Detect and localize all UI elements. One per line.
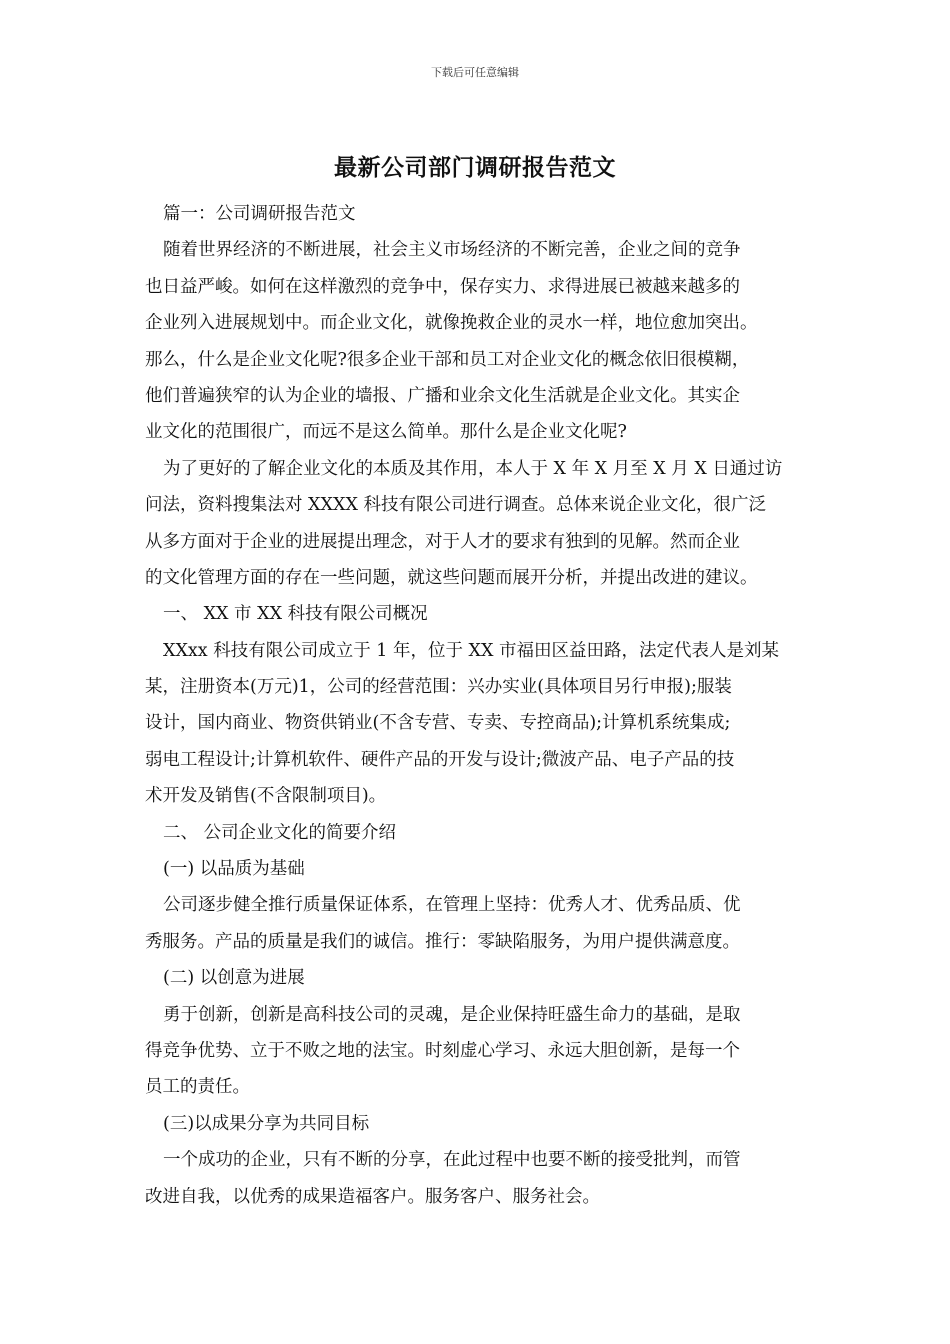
- body-line: 秀服务。产品的质量是我们的诚信。推行：零缺陷服务，为用户提供满意度。: [145, 931, 740, 952]
- body-line: 业文化的范围很广，而远不是这么简单。那什么是企业文化呢?: [145, 422, 627, 443]
- body-line: (三)以成果分享为共同目标: [163, 1113, 370, 1134]
- body-line: 得竞争优势、立于不败之地的法宝。时刻虚心学习、永远大胆创新，是每一个: [145, 1040, 740, 1061]
- body-line: 勇于创新，创新是高科技公司的灵魂，是企业保持旺盛生命力的基础，是取: [163, 1004, 741, 1025]
- body-line: 随着世界经济的不断进展，社会主义市场经济的不断完善，企业之间的竞争: [163, 240, 741, 261]
- body-line: (一) 以品质为基础: [163, 859, 305, 880]
- body-line: 那么，什么是企业文化呢?很多企业干部和员工对企业文化的概念依旧很模糊，: [145, 349, 750, 370]
- body-line: 也日益严峻。如何在这样激烈的竞争中，保存实力、求得进展已被越来越多的: [145, 276, 740, 297]
- body-line: 二、 公司企业文化的简要介绍: [163, 822, 397, 843]
- body-line: 改进自我，以优秀的成果造福客户。服务客户、服务社会。: [145, 1186, 600, 1207]
- body-line: 一个成功的企业，只有不断的分享，在此过程中也要不断的接受批判，而管: [163, 1150, 741, 1171]
- body-line: 弱电工程设计;计算机软件、硬件产品的开发与设计;微波产品、电子产品的技: [145, 749, 735, 770]
- body-line: 问法，资料搜集法对 XXXX 科技有限公司进行调查。总体来说企业文化，很广泛: [145, 495, 766, 516]
- body-line: 员工的责任。: [145, 1077, 250, 1098]
- body-line: 的文化管理方面的存在一些问题，就这些问题而展开分析，并提出改进的建议。: [145, 567, 758, 588]
- body-line: 企业列入进展规划中。而企业文化，就像挽救企业的灵水一样，地位愈加突出。: [145, 313, 758, 334]
- body-line: 篇一：公司调研报告范文: [163, 204, 356, 224]
- body-line: 他们普遍狭窄的认为企业的墙报、广播和业余文化生活就是企业文化。其实企: [145, 385, 740, 406]
- document-title: 最新公司部门调研报告范文: [334, 154, 616, 181]
- page-header-note: 下载后可任意编辑: [431, 66, 519, 79]
- document-body: [145, 196, 810, 1215]
- body-line: (二) 以创意为进展: [163, 968, 305, 989]
- body-line: 一、 XX 市 XX 科技有限公司概况: [163, 604, 428, 625]
- body-line: 从多方面对于企业的进展提出理念，对于人才的要求有独到的见解。然而企业: [145, 531, 740, 552]
- body-line: 公司逐步健全推行质量保证体系，在管理上坚持：优秀人才、优秀品质、优: [163, 895, 741, 916]
- body-line: 设计，国内商业、物资供销业(不含专营、专卖、专控商品);计算机系统集成;: [145, 713, 731, 734]
- body-line: XXxx 科技有限公司成立于 1 年，位于 XX 市福田区益田路，法定代表人是刘某: [163, 640, 780, 661]
- body-line: 术开发及销售(不含限制项目)。: [145, 786, 387, 807]
- body-line: 为了更好的了解企业文化的本质及其作用，本人于 X 年 X 月至 X 月 X 日通过访: [163, 458, 783, 479]
- body-line: 某，注册资本(万元)1，公司的经营范围：兴办实业(具体项目另行申报);服装: [145, 677, 732, 698]
